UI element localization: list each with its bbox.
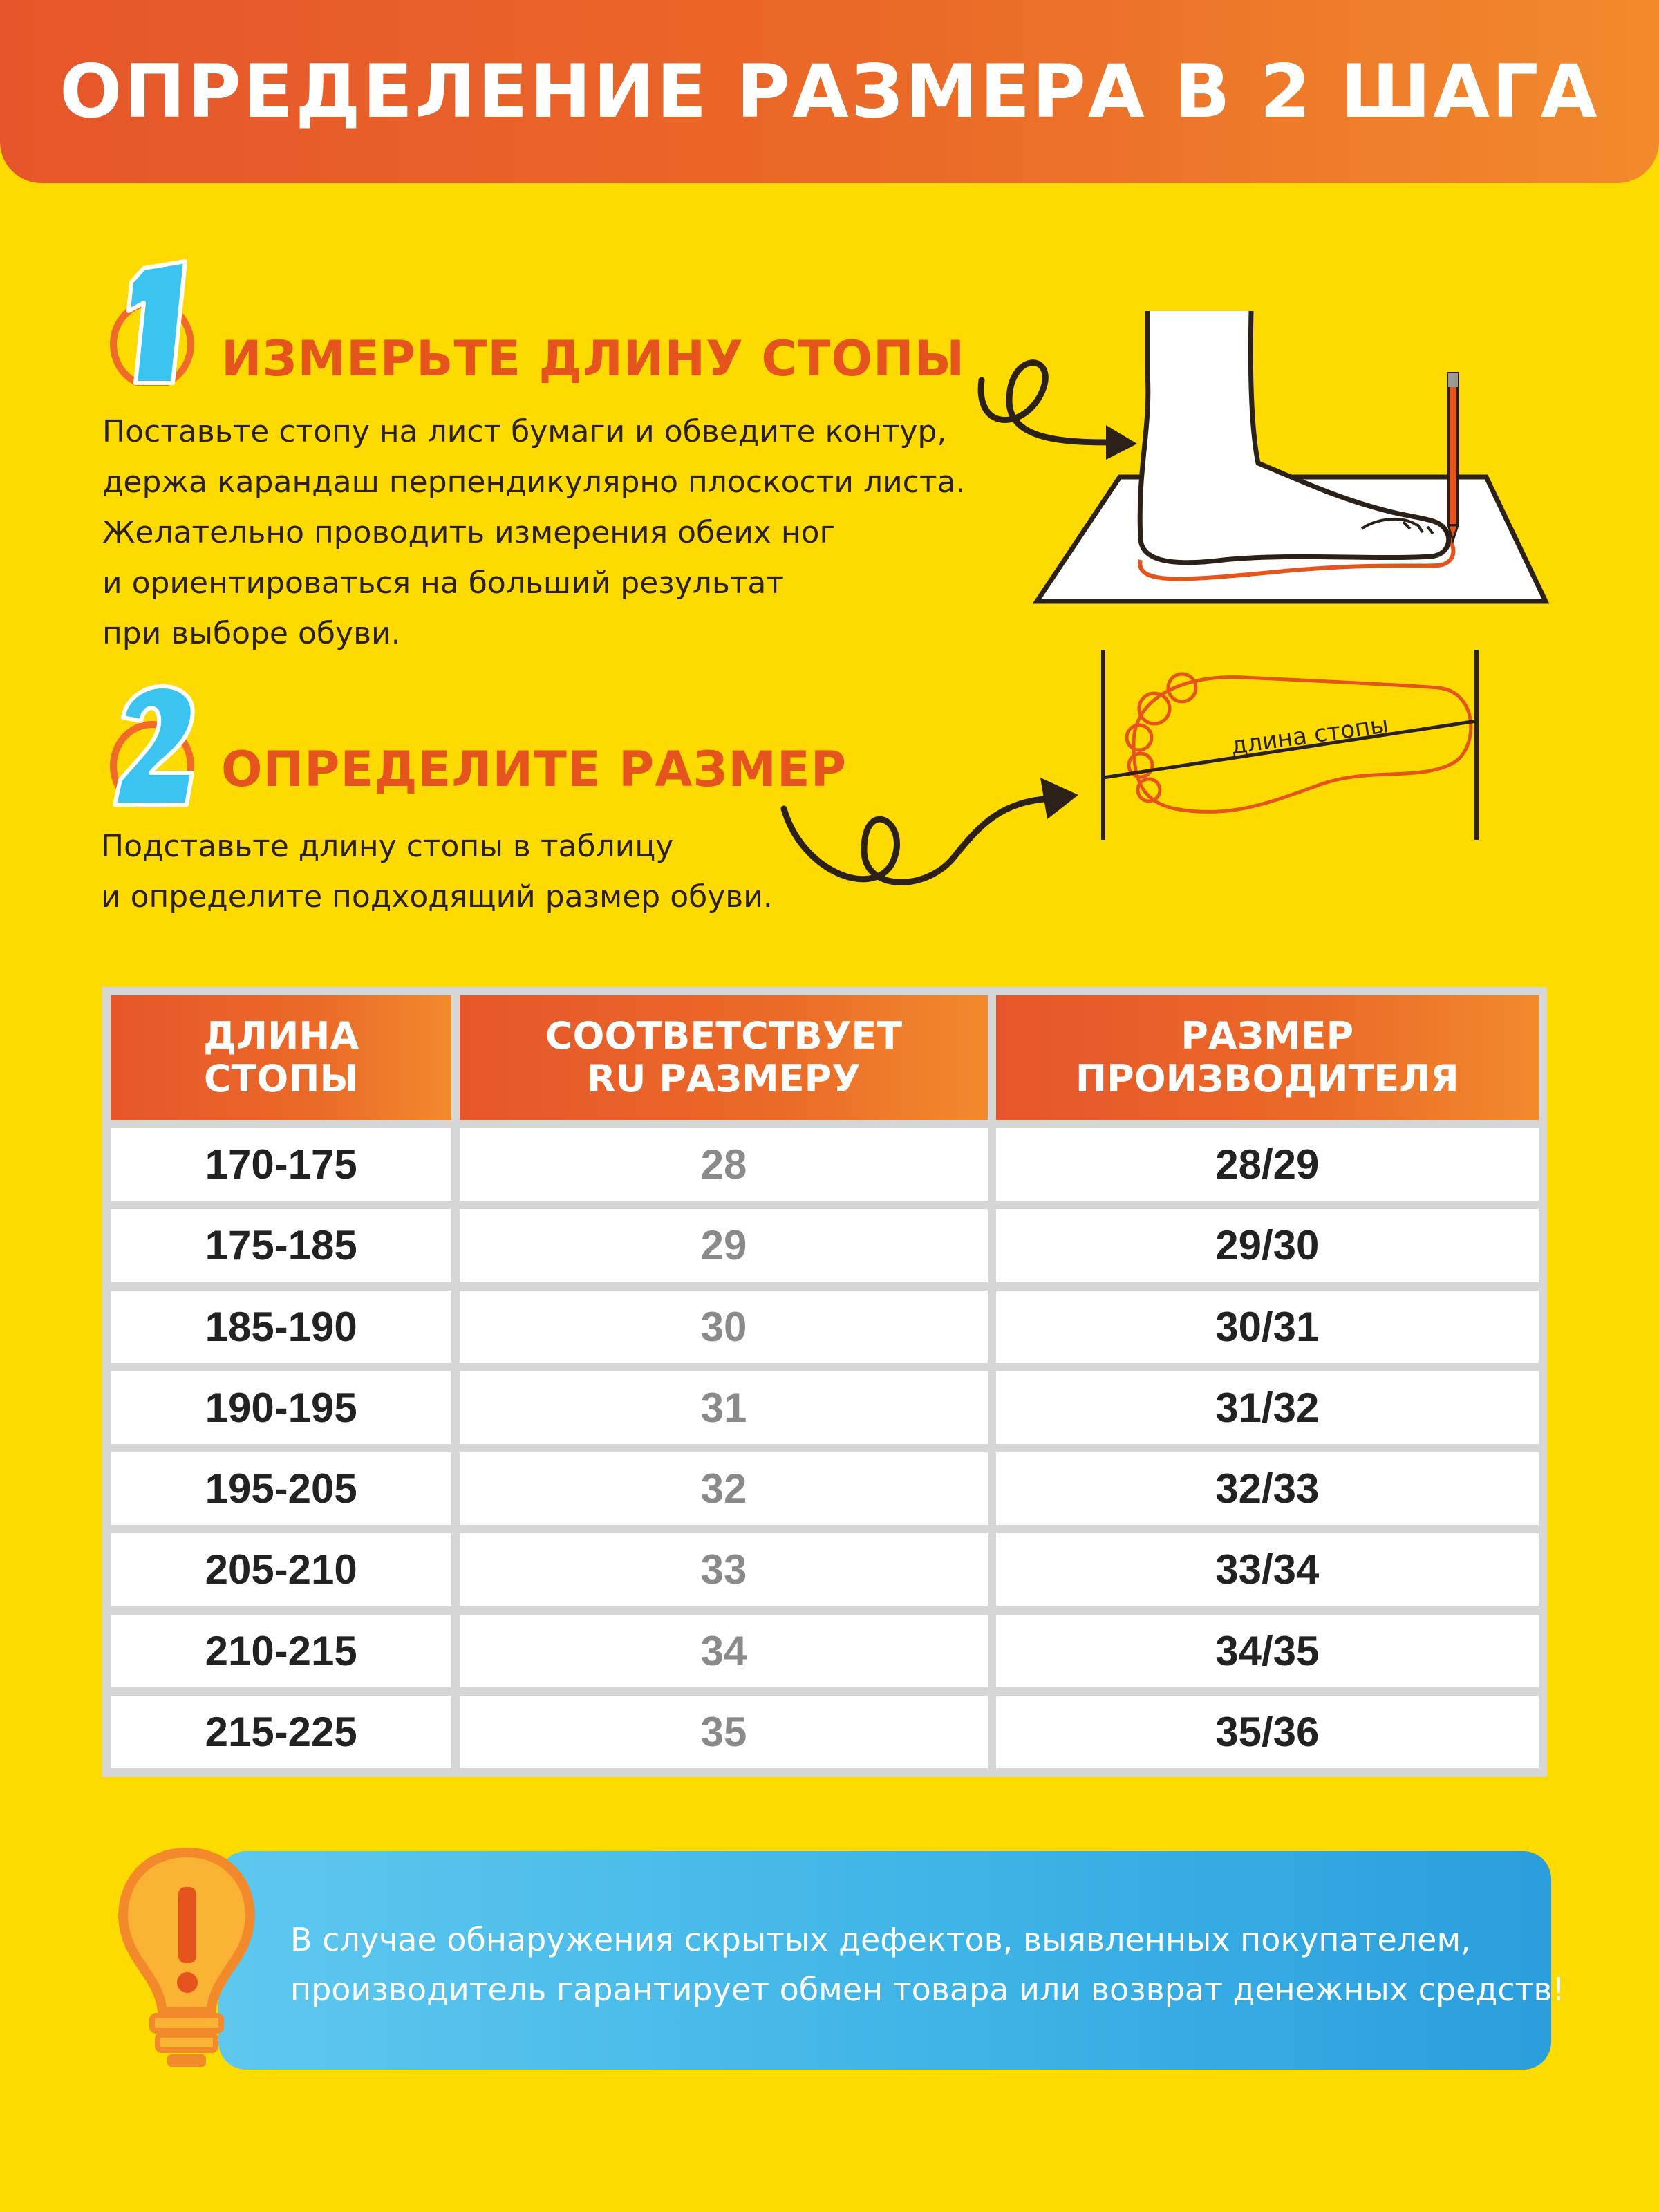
footprint-label: длина стопы (1229, 711, 1391, 760)
foot-length-cell: 185-190 (111, 1291, 451, 1363)
column-header-foot-length (111, 995, 451, 1120)
header-line: ПРОИЗВОДИТЕЛЯ (1075, 1057, 1459, 1100)
step-1-line: при выборе обуви. (102, 616, 401, 651)
column-header-ru-size (460, 995, 987, 1120)
step-2-number-icon (95, 669, 206, 807)
step-2-title: ОПРЕДЕЛИТЕ РАЗМЕР (221, 741, 847, 798)
step-2-text (101, 821, 773, 922)
note-line: В случае обнаружения скрытых дефектов, выявленных покупателем, (290, 1921, 1471, 1958)
ru-size-cell: 30 (460, 1291, 987, 1363)
foot-tracing-illustration (1030, 290, 1555, 615)
table-row (111, 1209, 1539, 1282)
step-1-text (102, 406, 965, 659)
manufacturer-size-cell: 31/32 (996, 1371, 1539, 1444)
step-1-line: Поставьте стопу на лист бумаги и обведите контур, (102, 414, 947, 449)
table-row (111, 1533, 1539, 1606)
ru-size-cell: 32 (460, 1452, 987, 1525)
table-row (111, 1371, 1539, 1444)
foot-length-cell: 195-205 (111, 1452, 451, 1525)
step-1-line: и ориентироваться на больший результат (102, 565, 785, 601)
header-line: СТОПЫ (203, 1057, 359, 1100)
foot-length-cell: 210-215 (111, 1615, 451, 1687)
table-row (111, 1615, 1539, 1687)
header-banner (0, 0, 1659, 183)
foot-length-cell: 215-225 (111, 1696, 451, 1768)
ru-size-cell: 28 (460, 1128, 987, 1201)
foot-length-cell: 205-210 (111, 1533, 451, 1606)
step-1-line: Желательно проводить измерения обеих ног (102, 515, 836, 550)
page-title: ОПРЕДЕЛЕНИЕ РАЗМЕРА В 2 ШАГА (59, 49, 1600, 134)
ru-size-cell: 29 (460, 1209, 987, 1282)
foot-length-cell: 175-185 (111, 1209, 451, 1282)
step-2-line: и определите подходящий размер обуви. (101, 879, 773, 915)
footprint-measure-illustration (1092, 646, 1493, 847)
column-header-manufacturer-size (996, 995, 1539, 1120)
table-header-row (111, 995, 1539, 1120)
step-1-number-icon (95, 247, 206, 386)
table-row (111, 1128, 1539, 1201)
curly-arrow-icon (774, 767, 1085, 906)
foot-length-cell: 170-175 (111, 1128, 451, 1201)
header-line: ДЛИНА (203, 1014, 359, 1058)
step-2-line: Подставьте длину стопы в таблицу (101, 829, 674, 864)
ru-size-cell: 34 (460, 1615, 987, 1687)
manufacturer-size-cell: 34/35 (996, 1615, 1539, 1687)
header-line: СООТВЕТСТВУЕТ (545, 1014, 903, 1058)
header-line: РАЗМЕР (1181, 1014, 1354, 1058)
manufacturer-size-cell: 32/33 (996, 1452, 1539, 1525)
manufacturer-size-cell: 28/29 (996, 1128, 1539, 1201)
table-row (111, 1696, 1539, 1768)
warranty-note-text (290, 1915, 1565, 2014)
manufacturer-size-cell: 33/34 (996, 1533, 1539, 1606)
note-line: производитель гарантирует обмен товара или возврат денежных средств! (290, 1971, 1565, 2008)
step-1-line: держа карандаш перпендикулярно плоскости листа. (102, 465, 966, 500)
step-1-title: ИЗМЕРЬТЕ ДЛИНУ СТОПЫ (221, 330, 966, 387)
manufacturer-size-cell: 30/31 (996, 1291, 1539, 1363)
size-table-grid (102, 987, 1547, 1777)
table-row (111, 1291, 1539, 1363)
ru-size-cell: 31 (460, 1371, 987, 1444)
manufacturer-size-cell: 29/30 (996, 1209, 1539, 1282)
ru-size-cell: 33 (460, 1533, 987, 1606)
manufacturer-size-cell: 35/36 (996, 1696, 1539, 1768)
ru-size-cell: 35 (460, 1696, 987, 1768)
foot-length-cell: 190-195 (111, 1371, 451, 1444)
lightbulb-exclamation-icon (104, 1839, 270, 2074)
header-line: RU РАЗМЕРУ (587, 1057, 861, 1100)
size-table (102, 987, 1547, 1777)
table-row (111, 1452, 1539, 1525)
